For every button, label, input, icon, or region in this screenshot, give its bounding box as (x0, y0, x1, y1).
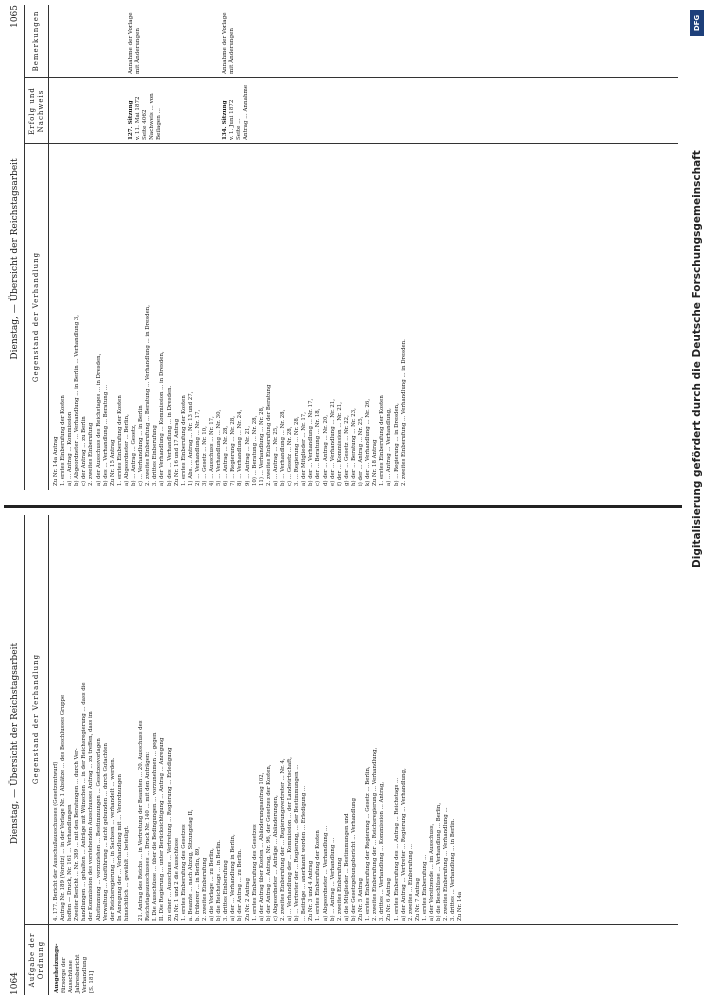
text-line: d) der ... Antrag ... Nr. 20, (322, 414, 329, 486)
text-line: Reichstagsausschusses ... Druck Nr. 140 ... mit den Anträgen: (145, 751, 152, 921)
text-line: zu einer ... Ausschuss ... Vertretung ... Regierung ... Erledigung (166, 747, 173, 921)
text-line: 11) ... Verhandlung ... Nr. 28, (258, 406, 265, 486)
text-line: b) ... Antrag ... Gesetz, (131, 424, 138, 486)
banner-text: Digitalisierung gefördert durch die Deutsche Forschungsgemeinschaft (691, 150, 703, 568)
remark-1 (128, 6, 142, 74)
entry-label: Sitzung (222, 100, 228, 125)
text-line: a) der Mitglieder ... Nr. 17, (301, 412, 308, 486)
column-head-main: Gegenstand der Verhandlung (32, 251, 40, 383)
dfg-logo (690, 10, 704, 36)
text-line: 3) ... Gesetz ... Nr. 10, (201, 426, 208, 486)
remark-line: Annahme der Vorlage (222, 12, 228, 74)
entry-line: Seite ... (236, 118, 242, 140)
left-page (8, 515, 678, 995)
text-line: 1. erstes Einberufung des Gesetzes (180, 824, 187, 921)
text-line: 1. erstes Einberufung der Regierung ... Gesetz ... Berlin, (365, 766, 372, 921)
text-line: b) des ... Verhandlung ... Beratung ... (102, 384, 109, 486)
text-line: 3. drittes ... Verhandlung ... in Berlin. (450, 818, 457, 921)
text-line: 4. 177. Bericht der Ausschußausschusses (Gesetzentwurf) (53, 761, 59, 921)
text-line: b) der Gesetzgebungsbericht ... Verhandlung (350, 798, 357, 921)
right-body-text (53, 146, 408, 486)
running-head: Dienstag, — Übersicht der Reichstagsarbeit (10, 158, 20, 360)
text-line: der Reichsregierung ... in Sachsen ... verhandelt ... werden. (109, 757, 116, 921)
text-line: 5) ... Verhandlung ... Nr. 30, (216, 409, 223, 486)
entry-line: Antrag ... Annahme (243, 84, 249, 140)
text-line: Zu Nr. 15 Antrag (109, 439, 116, 486)
page-number: 1064 (10, 972, 20, 995)
text-line: b) der Antrag ... zu Berlin. (237, 849, 244, 921)
text-line: Zu Nr. 5 Antrag (358, 878, 365, 921)
text-line: der Kommission des vorstehenden Ausschusses Antrag ... zu treffen, dass im (88, 711, 95, 921)
text-line: 8) ... Verhandlung ... Nr. 24, (237, 409, 244, 486)
text-line: 3. drittes Einberufung (152, 425, 159, 486)
text-line: hoffen — Druck, Nr. 161 ... Verhandlungen (67, 804, 74, 921)
text-line: b) des ... Verhandlung ... in Dresden. (166, 385, 173, 486)
text-line: 10) ... Beratung ... Nr. 28, (251, 415, 258, 486)
text-line: 2) ... Verhandlung ... Nr. 17, (194, 409, 201, 486)
rotated-spread (8, 5, 678, 995)
text-line: a) Abgeordneter ... Verhandlung ... (322, 825, 329, 921)
text-line: 2. zweites Einberufung (201, 857, 208, 921)
text-line: 2. zweites Einberufung (336, 857, 343, 921)
text-line: 1. erstes Einberufung der Kosten (116, 395, 123, 486)
text-line: Zu Nr. 16 und 17 Antrag (173, 418, 180, 486)
remark-2 (222, 6, 236, 74)
text-line: b) die Beschlüsse ... Verhandlung ... Berlin, (436, 802, 443, 921)
margin-entries (54, 927, 96, 993)
text-line: b) die Reichstags ... in Berlin. (216, 839, 223, 921)
text-line: 7) ... Regierung ... Nr. 28, (230, 416, 237, 486)
text-line: a) die Vorlage ... zu Berlin, (209, 848, 216, 921)
text-line: 1. erstes Einberufung der Kosten (315, 830, 322, 921)
margin-entry: Jahresbericht (75, 954, 81, 993)
text-line: a) der ... Verhandlung in Berlin, (230, 834, 237, 921)
text-line: f) der ... Kommission ... Nr. 21, (336, 402, 343, 486)
column-divider (24, 924, 678, 925)
text-line: 2. zweites Einberufung der ... Reichsregierung ... Verhandlung, (372, 747, 379, 921)
text-line: b) ... Vertreter der ... Regierung, ... der Bestimmungen ... (294, 764, 301, 921)
text-line: 3. drittes Einberufung (223, 860, 230, 921)
entry-line: Nachweis ... von (149, 93, 155, 140)
entry-line: Beilagen ... (156, 108, 162, 140)
entry-line: Seite 4062 (142, 109, 148, 140)
text-line: b) ... Verhandlung ... Nr. 28, (280, 409, 286, 486)
text-line: 3. drittes ... Verhandlung ... Kommission ... Antrag, (379, 781, 386, 921)
text-line: In Anregung der ... Verhandlung mit ... Verordnungen (116, 774, 123, 921)
entry-label: Sitzung (128, 100, 134, 125)
text-line: k) der ... Verhandlung ... Nr. 26, (365, 398, 372, 486)
remark-line: mit Änderungen (135, 27, 141, 74)
text-line: 1. erstes Einberufung ... (421, 854, 428, 921)
text-line: 2. zweites Einberufung der ... Regierungsvertreter ... Nr. 4, (280, 758, 286, 921)
text-line: 6) ... Antrag ... Nr. 28, (223, 425, 230, 486)
text-line: b) ... Regierung ... in Dresden, (393, 403, 400, 486)
text-line: I. Die Ausschüsse ... über die Bedingungen ... vorzunehmen ... gegen (152, 732, 159, 921)
text-line: a) ... Antrag ... Verhandlung, (386, 408, 393, 486)
text-line (131, 517, 138, 921)
margin-entry: Verhandlung (82, 956, 88, 993)
text-line: c) der ... Beratung ... Nr. 18, (315, 408, 322, 486)
dfg-logo-text: DFG (693, 14, 701, 32)
text-line: Zu Nr. 2 Antrag (244, 878, 251, 921)
text-line: 1. erstes Einberufung des ... Antrag ... Reichstags ... (393, 777, 400, 921)
page-number: 1065 (10, 5, 20, 28)
text-line: 2. zweites Einberufung der Beratung (265, 384, 272, 486)
text-line: ... Beiträge ... anerkannt worden ... Erledigung ... (301, 785, 308, 921)
text-line: a) ... Antrag ... Nr. 25, (272, 426, 279, 486)
right-page-header (10, 5, 20, 490)
text-line: a) ... Antrag ... Kommission (67, 411, 74, 486)
text-line: a) die Mitglieder ... Bestimmungen und (343, 813, 350, 921)
text-line: Zu Nr. 6 Antrag (386, 878, 393, 921)
text-line: c) Abgeordneter ... Anträge ... Abänderungen, (272, 795, 279, 921)
text-line: e) der ... Verhandlung ... Nr. 21, (329, 399, 336, 486)
column-divider (24, 77, 678, 78)
page-gutter (4, 505, 682, 508)
text-line: b) der Antrag ... Antrag, Nr. 96, der Gesetzes der Kosten, (265, 764, 272, 921)
result-entry-2 (222, 80, 250, 140)
text-line: i) der ... Antrag ... Nr. 25, (358, 416, 365, 486)
text-line: 1. erstes Einberufung des Gesetzes (251, 824, 258, 921)
text-line: 1. erstes Einberufung der Kosten (60, 395, 67, 486)
text-line: Abstimmung ... vorzuziehen ... Bestimmungen ... Gesetzesvorlagen (95, 738, 102, 921)
column-head-left: Aufgabe der Ordnung (28, 932, 45, 988)
remark-line: mit Änderungen (229, 27, 235, 74)
text-line: 2. zweites Einberufung ... Verhandlung ... in Dresden. (400, 339, 407, 486)
margin-entry: Ausgeheizungs- (54, 943, 60, 993)
right-page (8, 5, 678, 490)
text-line: Zu Nr. 14a Antrag (53, 436, 59, 486)
text-line: II. Die Regierung ... unter Berücksichtigung ... Antrag ... Anregung (159, 737, 166, 921)
text-line: Zweiter Bericht ... Nr. 389 ... mit den Beratungen ... durch Ver- (74, 748, 81, 921)
entry-line: v. 1. Juni 1872 (229, 99, 235, 140)
text-line: 2. zweites Einberufung ... Verhandlung ... (443, 807, 450, 921)
text-line: a) der Ausschuss des Reichstages ... in Dresden, (95, 353, 102, 486)
text-line: a. Beamte ... nach Abzug, Sitzungstag II, (187, 809, 194, 921)
text-line: handlungen ... gehalten ... Anträge mit Wünschen ... in der Reichsregierung ... dass die (81, 682, 88, 921)
digitization-banner (690, 8, 704, 568)
text-line: a) der Antrag über Kosten ... Abänderungsantrag 102, (258, 772, 265, 921)
header-rule (24, 515, 25, 995)
text-line: a) ... Verhandlung der ... Kommission ... der Landwirtschaft, (287, 757, 294, 921)
text-line: Antrag Nr. 189 (Vorsitz) ... in der Vorlage Nr. 1 Absätze ... des Beschlusses Gruppe (60, 694, 67, 921)
column-head-remarks: Bemerkungen (32, 10, 40, 72)
text-line: c) ... Verhandlung ... in Berlin (138, 405, 145, 486)
text-line: 4) ... Ausschuss ... Nr. 17, (209, 416, 216, 486)
entry-line: v. 11. Mai 1872 (135, 96, 141, 140)
text-line: Zu Nr. 3 und 4 Antrag (308, 860, 315, 921)
margin-entry: Ausschüsse (68, 960, 74, 993)
left-body-text (53, 517, 464, 921)
text-line: 2. zweites ... Einberufung ... (407, 844, 414, 921)
column-head-rule (48, 515, 49, 995)
text-line: h) der ... Beratung ... Nr. 23, (350, 408, 357, 486)
text-line: Zu Nr. 14a (457, 891, 464, 921)
column-head-main: Gegenstand der Verhandlung (32, 653, 40, 785)
entry-number: 127. (128, 126, 134, 140)
text-line: c) der Antrag ... zu Berlin (81, 416, 88, 486)
text-line: Zu Nr. 7 Antrag (414, 878, 421, 921)
text-line: a) der Antrag ... Vertreter ... Regierung ... Verhandlung, (400, 768, 407, 921)
left-page-header (10, 515, 20, 995)
running-head: Dienstag, — Übersicht der Reichstagsarbeit (10, 642, 20, 845)
text-line: Zu Nr. 1 und 2 die Ausschüsse (173, 837, 180, 921)
text-line: 21. Antrag des Reichs ... in Vertretung der Beamten ... 20. Ausschuss des (138, 720, 145, 921)
text-line: 3. ... Regierung ... Nr. 28, (294, 416, 301, 486)
text-line: b. früherer ... in Berlin, 89, (194, 846, 201, 921)
text-line: b) ... Antrag ... Verhandlung ... (329, 837, 336, 921)
text-line: 1. erstes Einberufung der Kosten (180, 395, 187, 486)
text-line: b) Abgeordneter ... Verhandlung ... in Berlin ... Verhandlung 3, (74, 314, 81, 486)
text-line: hinsichtlich ... gewählt ... beteiligt. (123, 825, 130, 921)
margin-entry: fürsorge der (61, 957, 67, 993)
entry-number: 134. (222, 126, 228, 140)
text-line: c) ... Gesetz ... Nr. 28, (287, 426, 294, 486)
text-line: 2. zweites Einberufung ... Beratung ... Verhandlung ... in Dresden, (145, 305, 152, 486)
text-line: a) der Vorsitzende ... im Ausschuss, (428, 823, 435, 921)
text-line: 1) Abs. ... Antrag ... Nr. 13 und 27, (187, 391, 194, 486)
column-divider (24, 143, 678, 144)
text-line: Zu Nr. 18 Antrag (372, 439, 379, 486)
text-line: 9) ... Antrag ... Nr. 21, (244, 425, 251, 486)
text-line: 1. erstes Einberufung der Kosten (379, 395, 386, 486)
text-line: g) der ... Gesetz ... Nr. 22, (343, 415, 350, 486)
text-line: a) Abgeordneter ... Berlin, (123, 414, 130, 486)
text-line: b) der ... Verhandlung ... Nr. 17, (308, 398, 315, 486)
margin-entry: [S. 181] (89, 970, 95, 993)
text-line: 2. zweites Einberufung (88, 422, 95, 486)
result-entry-1 (128, 80, 163, 140)
text-line: Verwaltung ... Ausführung ... nicht gebunden ... durch Gutachten (102, 743, 109, 921)
column-head-result: Erfolg und Nachweis (28, 87, 45, 135)
text-line: a) der Verhandlung ... Kommission ... in Dresden, (159, 351, 166, 486)
remark-line: Annahme der Vorlage (128, 12, 134, 74)
